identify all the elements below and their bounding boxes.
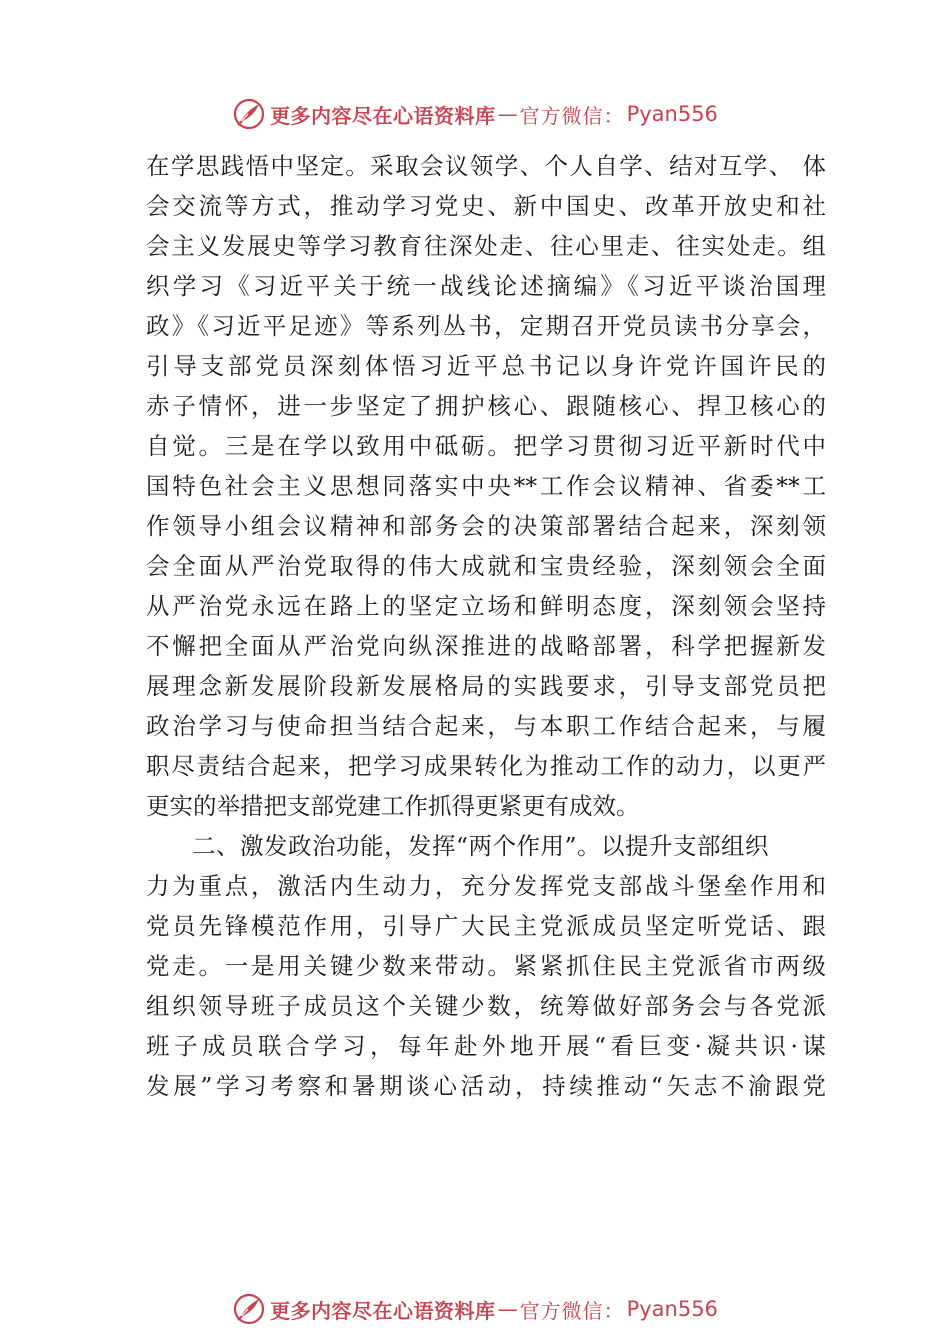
- body-line: 展理念新发展阶段新发展格局的实践要求，引导支部党员把: [146, 672, 826, 700]
- watermark-dash: —: [497, 102, 518, 126]
- body-line: 班子成员联合学习，每年赴外地开展“看巨变·凝共识·谋: [146, 1032, 826, 1060]
- watermark-account-id: Pyan556: [626, 1297, 718, 1321]
- body-line: 赤子情怀，进一步坚定了拥护核心、跟随核心、捍卫核心的: [146, 392, 826, 420]
- watermark-dash: —: [497, 1297, 518, 1321]
- body-line: 织学习《习近平关于统一战线论述摘编》《习近平谈治国理: [146, 272, 826, 300]
- body-line: 力为重点，激活内生动力，充分发挥党支部战斗堡垒作用和: [146, 872, 826, 900]
- body-line: 政治学习与使命担当结合起来，与本职工作结合起来，与履: [146, 712, 826, 740]
- body-line: 政》《习近平足迹》等系列丛书，定期召开党员读书分享会，: [146, 312, 826, 340]
- pen-feather-logo-icon: [232, 97, 266, 131]
- watermark-official-label: 官方微信：: [519, 103, 625, 128]
- body-line: 国特色社会主义思想同落实中央**工作会议精神、省委**工: [146, 472, 826, 500]
- body-line: 不懈把全面从严治党向纵深推进的战略部署，科学把握新发: [146, 632, 826, 660]
- body-line: 党员先锋模范作用，引导广大民主党派成员坚定听党话、跟: [146, 912, 826, 940]
- body-line: 在学思践悟中坚定。采取会议领学、个人自学、结对互学、 体: [146, 152, 826, 180]
- pen-feather-logo-icon: [232, 1292, 266, 1326]
- body-line: 自觉。三是在学以致用中砥砺。把学习贯彻习近平新时代中: [146, 432, 826, 460]
- watermark-brand-text: 更多内容尽在心语资料库: [270, 1298, 496, 1323]
- body-line: 会全面从严治党取得的伟大成就和宝贵经验，深刻领会全面: [146, 552, 826, 580]
- body-line: 从严治党永远在路上的坚定立场和鲜明态度，深刻领会坚持: [146, 592, 826, 620]
- section-heading-line: 二、激发政治功能，发挥“两个作用”。以提升支部组织: [192, 832, 770, 860]
- body-line-paragraph-end: 更实的举措把支部党建工作抓得更紧更有成效。: [146, 792, 640, 820]
- body-line: 党走。一是用关键少数来带动。紧紧抓住民主党派省市两级: [146, 952, 826, 980]
- body-line: 引导支部党员深刻体悟习近平总书记以身许党许国许民的: [146, 352, 826, 380]
- body-line: 会主义发展史等学习教育往深处走、往心里走、往实处走。组: [146, 232, 826, 260]
- body-line: 会交流等方式，推动学习党史、新中国史、改革开放史和社: [146, 192, 826, 220]
- watermark-brand-text: 更多内容尽在心语资料库: [270, 103, 496, 128]
- watermark-official-label: 官方微信：: [519, 1298, 625, 1323]
- footer-watermark: [0, 1289, 950, 1329]
- header-watermark: [0, 94, 950, 134]
- body-line: 作领导小组会议精神和部务会的决策部署结合起来，深刻领: [146, 512, 826, 540]
- body-line: 职尽责结合起来，把学习成果转化为推动工作的动力，以更严: [146, 752, 826, 780]
- body-line: 组织领导班子成员这个关键少数，统筹做好部务会与各党派: [146, 992, 826, 1020]
- document-body: [146, 146, 826, 1106]
- body-line: 发展”学习考察和暑期谈心活动，持续推动“矢志不渝跟党: [146, 1072, 826, 1100]
- watermark-account-id: Pyan556: [626, 102, 718, 126]
